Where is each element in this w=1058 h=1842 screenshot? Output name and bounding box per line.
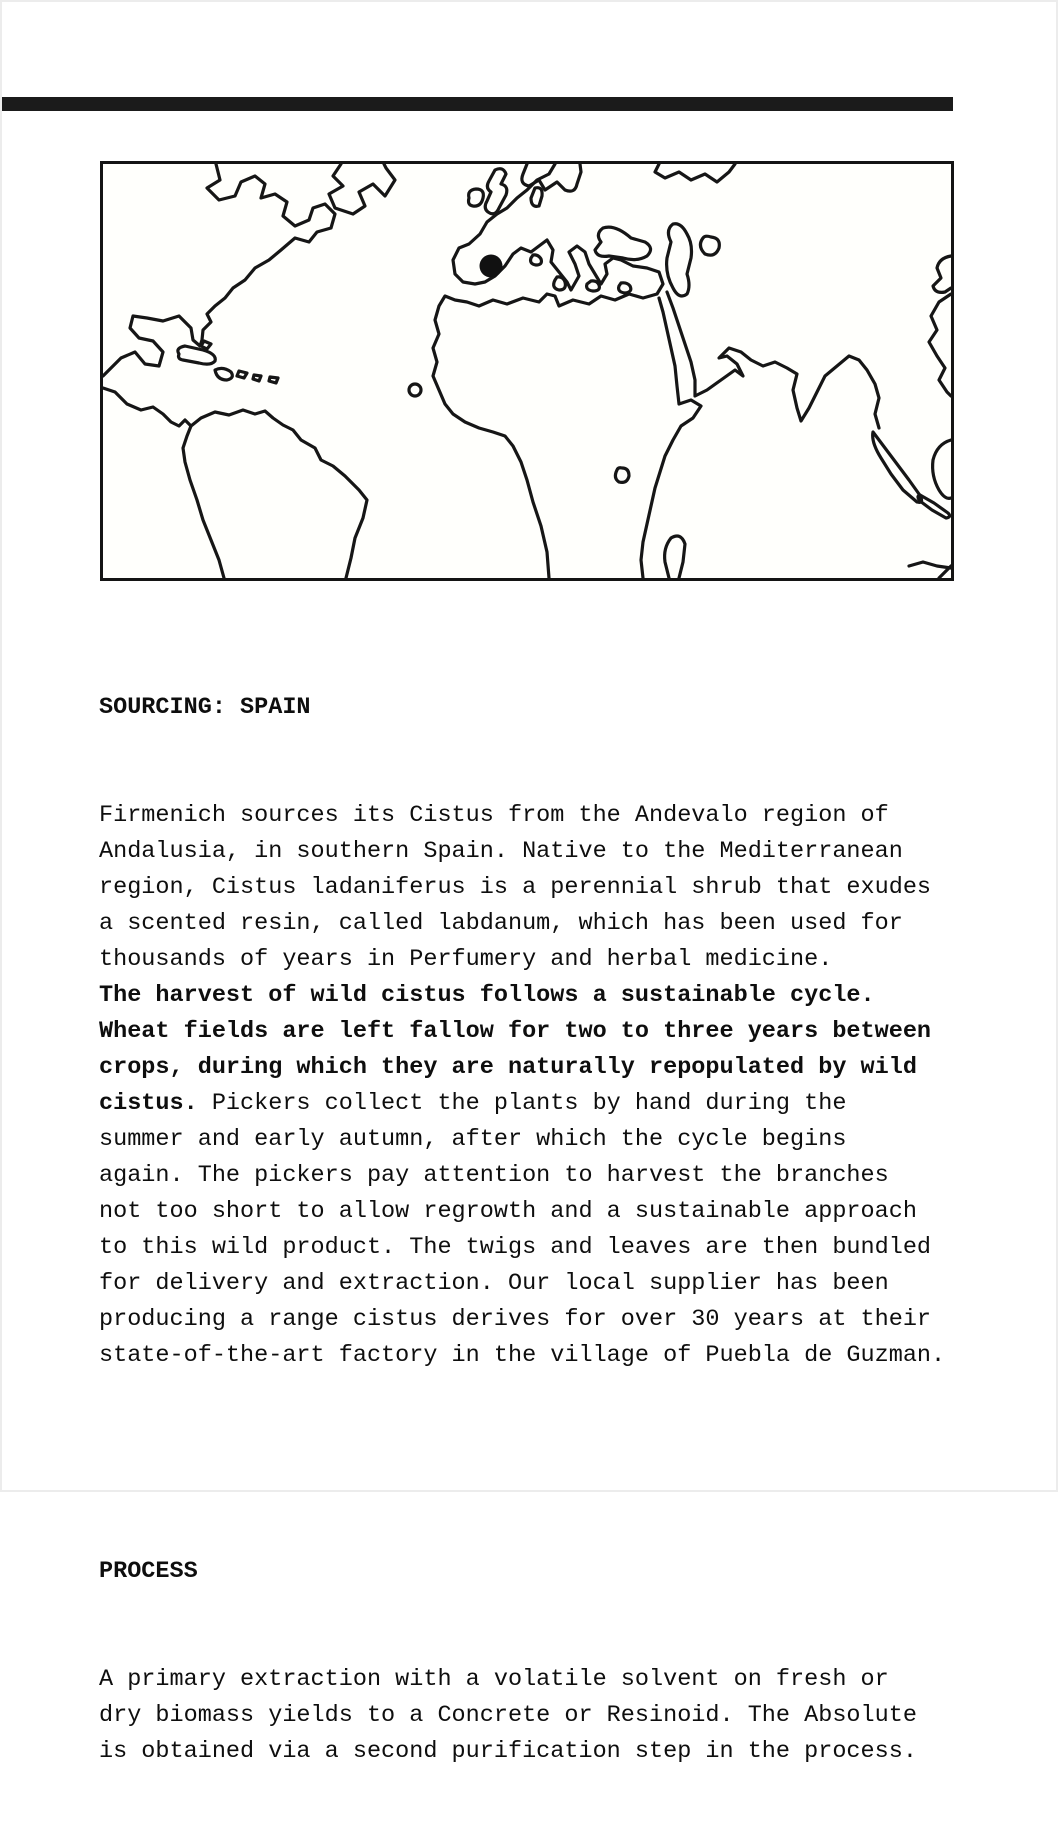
text-line: A primary extraction with a volatile solvent on fresh or [99, 1666, 889, 1693]
denmark-peninsula [531, 188, 542, 207]
borneo-island [933, 440, 951, 498]
sicily-island [554, 277, 566, 290]
process-heading: PROCESS [99, 1558, 198, 1585]
top-rule-bar [2, 97, 953, 111]
text-line: The harvest of wild cistus follows a sustainable cycle. [99, 982, 875, 1009]
text-line: Wheat fields are left fallow for two to three years between [99, 1018, 932, 1045]
sourcing-heading: SOURCING: SPAIN [99, 694, 311, 721]
antilles-islands [237, 371, 278, 383]
indochina-coastline [929, 294, 951, 396]
text-line: again. The pickers pay attention to harvest the branches [99, 1162, 889, 1189]
cuba-island [178, 346, 215, 364]
text-line: to this wild product. The twigs and leaves are then bundled [99, 1234, 932, 1261]
text-line: summer and early autumn, after which the cycle begins [99, 1126, 847, 1153]
greenland-coastline [329, 164, 395, 214]
body-text [99, 618, 979, 1842]
text-line: for delivery and extraction. Our local supplier has been [99, 1270, 889, 1297]
north-america-coastline [103, 164, 335, 376]
spain-location-marker [480, 255, 503, 278]
ireland-island [469, 189, 484, 206]
world-map [100, 161, 954, 581]
text-line: is obtained via a second purification step in the process. [99, 1738, 917, 1765]
bahamas-island [201, 341, 211, 349]
text-line: Firmenich sources its Cistus from the Andevalo region of [99, 802, 889, 829]
south-america-coastline [183, 410, 367, 578]
crete-island [587, 281, 600, 291]
text-line: crops, during which they are naturally repopulated by wild [99, 1054, 917, 1081]
hispaniola-island [215, 368, 232, 380]
great-britain-island [485, 169, 507, 214]
text-line: region, Cistus ladaniferus is a perennial shrub that exudes [99, 874, 932, 901]
world-map-svg [103, 164, 951, 578]
text-line: dry biomass yields to a Concrete or Resinoid. The Absolute [99, 1702, 917, 1729]
cyprus-island [619, 283, 631, 293]
text-line: producing a range cistus derives for over 30 years at their [99, 1306, 932, 1333]
process-paragraph [99, 1662, 979, 1770]
balearic-island [531, 255, 542, 265]
java-island [909, 562, 951, 568]
russia-arctic-coastline [655, 164, 735, 182]
malay-peninsula [873, 432, 922, 502]
text-line: state-of-the-art factory in the village of Puebla de Guzman. [99, 1342, 946, 1369]
text-line: not too short to allow regrowth and a sustainable approach [99, 1198, 917, 1225]
text-line: cistus. Pickers collect the plants by hand during the [99, 1090, 847, 1117]
madagascar-island [665, 536, 685, 578]
east-africa-coastline [641, 298, 701, 578]
text-line: thousands of years in Perfumery and herbal medicine. [99, 946, 833, 973]
cape-verde-island [409, 384, 421, 396]
caspian-sea-outline [667, 224, 692, 296]
east-asia-coastline [933, 256, 951, 292]
text-line: Andalusia, in southern Spain. Native to the Mediterranean [99, 838, 903, 865]
europe-africa-coastline [433, 164, 663, 578]
paragraph-spacer [99, 1446, 979, 1482]
sourcing-paragraph [99, 798, 979, 1374]
lake-victoria-outline [615, 468, 629, 483]
aral-sea-outline [700, 236, 719, 255]
black-sea-outline [595, 227, 651, 259]
central-america-coastline [103, 388, 191, 426]
text-line: a scented resin, called labdanum, which has been used for [99, 910, 903, 937]
